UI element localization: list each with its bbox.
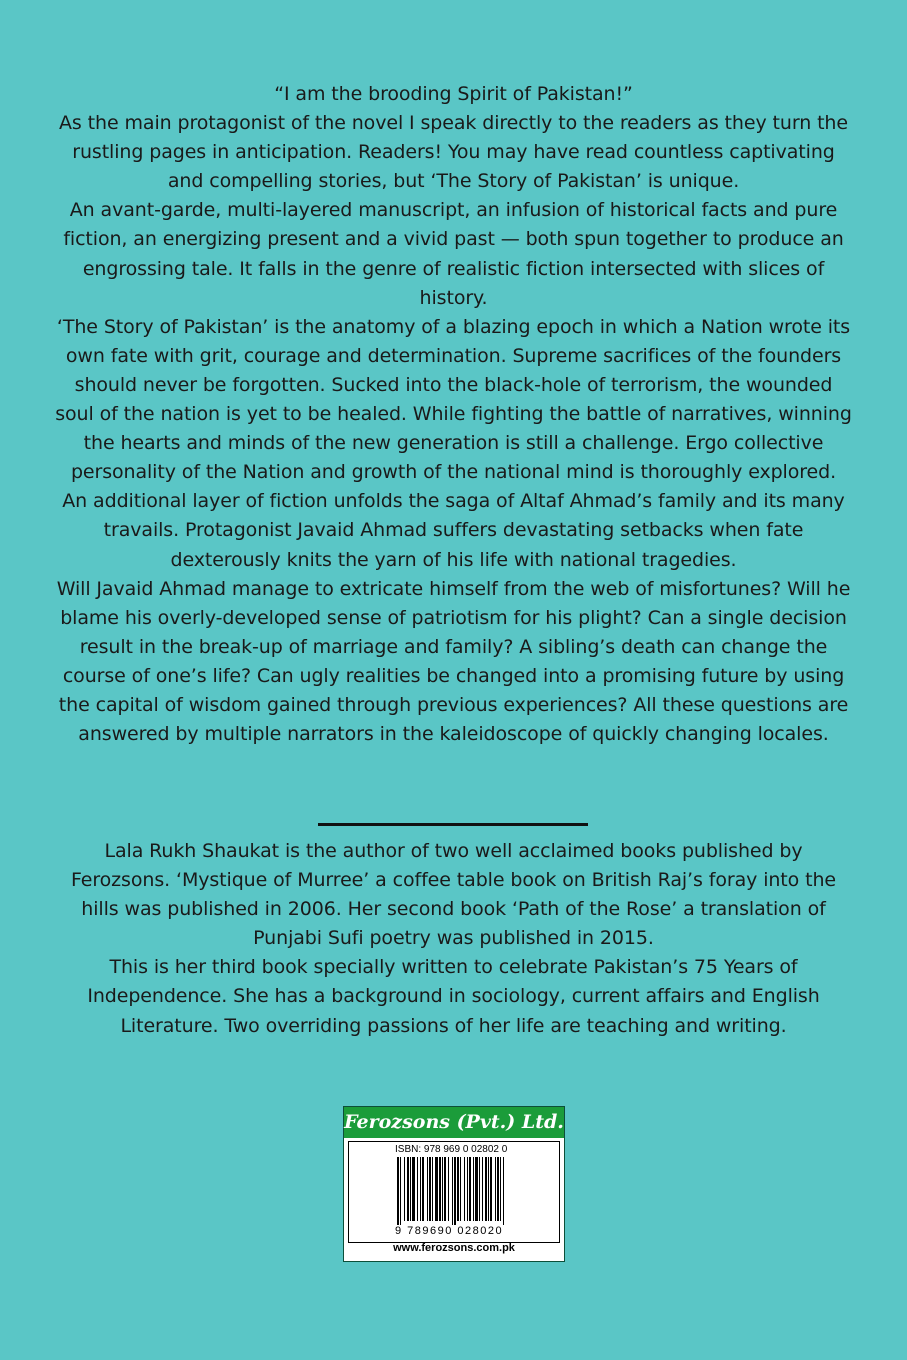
- barcode-bar: [482, 1157, 483, 1221]
- barcode-bar: [452, 1157, 453, 1225]
- barcode-bar: [485, 1157, 487, 1221]
- back-cover-blurb: [55, 80, 852, 749]
- publisher-website: www.ferozsons.com.pk: [393, 1242, 515, 1254]
- barcode-bar: [444, 1157, 446, 1221]
- barcode-bar: [479, 1157, 480, 1221]
- barcode-bar: [497, 1157, 499, 1221]
- barcode-bar: [404, 1157, 405, 1221]
- barcode-bar: [435, 1157, 438, 1221]
- barcode-bar: [460, 1157, 461, 1221]
- barcode-bar: [407, 1157, 409, 1221]
- blurb-paragraph-1: As the main protagonist of the novel I speak directly to the readers as they turn the rustling pages in anticipation. Readers! You may have read countless captivating and compelling stories, but ‘The Story of Pakistan’ is unique.: [59, 112, 848, 193]
- barcode-bar: [439, 1157, 441, 1221]
- barcode-bar: [442, 1157, 443, 1221]
- barcode-bar: [473, 1157, 474, 1221]
- barcode-bar: [464, 1157, 465, 1221]
- barcode-bar: [432, 1157, 433, 1221]
- blurb-quote: “I am the brooding Spirit of Pakistan!”: [274, 83, 633, 105]
- barcode-bar: [417, 1157, 418, 1221]
- section-divider: [318, 823, 588, 826]
- barcode-bar: [467, 1157, 468, 1221]
- author-bio-paragraph-2: This is her third book specially written to celebrate Pakistan’s 75 Years of Independence. She has a background in sociology, current affairs and English Literature. Two overriding passions of her life are teaching and writing.: [87, 956, 820, 1037]
- publisher-logo: Ferozsons (Pvt.) Ltd.: [344, 1107, 564, 1138]
- barcode-bar: [422, 1157, 424, 1221]
- barcode-bar: [490, 1157, 492, 1221]
- barcode-bar: [500, 1157, 501, 1221]
- barcode-bar: [448, 1157, 449, 1221]
- isbn-label: ISBN: 978 969 0 02802 0: [395, 1144, 508, 1155]
- blurb-paragraph-2: An avant-garde, multi-layered manuscript, an infusion of historical facts and pure fiction, an energizing present and a vivid past — both spun together to produce an engrossing tale. It falls in the genre of realistic fiction intersected with slices of history.: [63, 199, 844, 309]
- barcode-bar: [412, 1157, 415, 1221]
- barcode-bar: [488, 1157, 489, 1221]
- barcode-bar: [475, 1157, 478, 1221]
- author-bio-paragraph-1: Lala Rukh Shaukat is the author of two well acclaimed books published by Ferozsons. ‘Mystique of Murree’ a coffee table book on British Raj’s foray into the hills was published in 2006. Her second book ‘Path of the Rose’ a translation of Punjabi Sufi poetry was published in 2015.: [70, 840, 837, 950]
- barcode-bar: [454, 1157, 456, 1225]
- blurb-paragraph-5: Will Javaid Ahmad manage to extricate himself from the web of misfortunes? Will he blame his overly-developed sense of patriotism for his plight? Can a single decision result in the break-up of marriage and family? A sibling’s death can change the course of one’s life? Can ugly realities be changed into a promising future by using the capital of wisdom gained through previous experiences? All these questions are answered by multiple narrators in the kaleidoscope of quickly changing locales.: [56, 577, 851, 746]
- barcode-bar: [397, 1157, 399, 1225]
- barcode-bar: [420, 1157, 421, 1221]
- barcode-bar: [400, 1157, 401, 1225]
- barcode-bar: [503, 1157, 504, 1225]
- barcode-bar: [469, 1157, 471, 1221]
- barcode-bar: [427, 1157, 428, 1221]
- barcode-panel: [343, 1106, 565, 1262]
- barcode-digits: 9 789690 028020: [395, 1225, 504, 1237]
- barcode-icon: [395, 1157, 553, 1225]
- barcode-bar: [457, 1157, 459, 1221]
- blurb-paragraph-3: ‘The Story of Pakistan’ is the anatomy of a blazing epoch in which a Nation wrote its own fate with grit, courage and determination. Supreme sacrifices of the founders should never be forgotten. Sucked into the black-hole of terrorism, the wounded soul of the nation is yet to be healed. While fighting the battle of narratives, winning the hearts and minds of the new generation is still a challenge. Ergo collective personality of the Nation and growth of the national mind is thoroughly explored.: [55, 315, 852, 484]
- isbn-frame: [348, 1141, 560, 1243]
- barcode-bar: [495, 1157, 496, 1221]
- barcode-bar: [429, 1157, 431, 1221]
- blurb-paragraph-4: An additional layer of fiction unfolds the saga of Altaf Ahmad’s family and its many travails. Protagonist Javaid Ahmad suffers devastating setbacks when fate dexterously knits the yarn of his life with national tragedies.: [62, 490, 845, 571]
- barcode-bar: [410, 1157, 411, 1221]
- author-bio: [55, 837, 852, 1041]
